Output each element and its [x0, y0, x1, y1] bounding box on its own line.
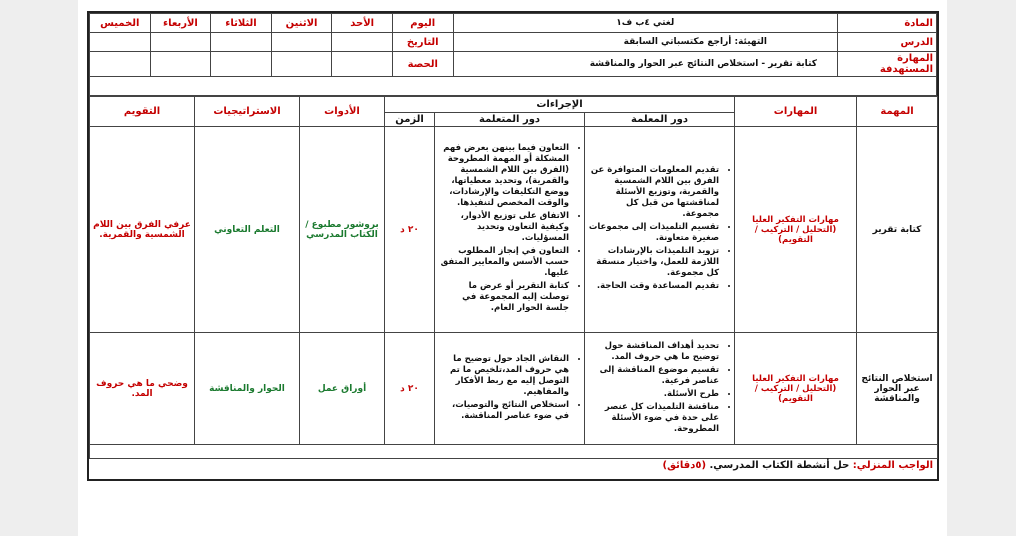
homework-duration: (٥دقائق) [662, 460, 707, 471]
row1-task: كتابة تقرير [857, 127, 938, 333]
col-procedures: الإجراءات [385, 97, 735, 113]
table-row [90, 333, 938, 445]
row2-tools: أوراق عمل [300, 333, 385, 445]
table-row [90, 127, 938, 333]
list-item: • تحديد أهداف المناقشة حول توضيح ما هي حروف المد. [588, 341, 719, 363]
period-cell [271, 52, 332, 77]
subject-value: لغتي ٤ب ف١ [453, 14, 837, 33]
lesson-header-table [89, 13, 937, 96]
list-item: • تقسيم موضوع المناقشة إلى عناصر فرعية. [588, 365, 719, 387]
day-tuesday: الثلاثاء [211, 14, 272, 33]
row1-student-role [435, 127, 585, 333]
spacer-row [90, 445, 938, 459]
homework-label: الواجب المنزلي: [852, 460, 933, 471]
row2-task: استخلاص النتائج عبر الحوار والمناقشة [857, 333, 938, 445]
list-item: • تقديم المساعدة وقت الحاجة. [588, 281, 719, 292]
col-evaluation: التقويم [90, 97, 195, 127]
list-item: • التعاون في إنجاز المطلوب حسب الأسس والمعايير المتفق عليها. [438, 246, 569, 279]
col-skills: المهارات [735, 97, 857, 127]
list-item: • التعاون فيما بينهن بعرض فهم المشكلة أو المهمة المطروحة (الفرق بين اللام الشمسية والقمرية)، وتحديد معطياتها، ووضع التكليفات والإرشادات، والوقت المخصص لتنفيذها. [438, 143, 569, 209]
date-label: التاريخ [392, 33, 453, 52]
col-teacher-role: دور المعلمة [585, 113, 735, 127]
list-item: • تقديم المعلومات المتوافرة عن الفرق بين اللام الشمسية والقمرية، وتوزيع الأسئلة لمناقشتها من قبل كل مجموعة. [588, 165, 719, 220]
list-item: • تزويد التلميذات بالإرشادات اللازمة للعمل، واختيار منسقة كل مجموعة. [588, 246, 719, 279]
day-wednesday: الأربعاء [150, 14, 211, 33]
procedures-table [89, 96, 938, 459]
period-cell [150, 52, 211, 77]
date-cell [150, 33, 211, 52]
row2-student-role [435, 333, 585, 445]
list-item: • الاتفاق على توزيع الأدوار، وكيفية التعاون وتحديد المسؤليات. [438, 211, 569, 244]
day-label: اليوم [392, 14, 453, 33]
list-item: • كتابة التقرير أو عرض ما توصلت إليه المجموعة في جلسة الحوار العام. [438, 281, 569, 314]
day-thursday: الخميس [90, 14, 151, 33]
row1-evaluation: عرفي الفرق بين اللام الشمسية والقمرية. [90, 127, 195, 333]
period-cell [332, 52, 393, 77]
list-item: • تقسيم التلميذات إلى مجموعات صغيرة متعاونة. [588, 222, 719, 244]
row1-teacher-role [585, 127, 735, 333]
row1-tools: بروشور مطبوع / الكتاب المدرسي [300, 127, 385, 333]
list-item: • مناقشة التلميذات كل عنصر على حدة في ضوء الأسئلة المطروحة. [588, 402, 719, 435]
date-cell [332, 33, 393, 52]
day-monday: الاثنين [271, 14, 332, 33]
day-sunday: الأحد [332, 14, 393, 33]
row2-skills: مهارات التفكير العليا (التحليل / التركيب / التقويم) [735, 333, 857, 445]
lesson-value: التهيئة: أراجع مكتسباتي السابقة [453, 33, 837, 52]
list-item: • طرح الأسئلة. [588, 389, 719, 400]
period-cell [90, 52, 151, 77]
document-page [78, 0, 947, 536]
spacer-row [90, 77, 937, 96]
date-cell [211, 33, 272, 52]
target-skill-value: كتابة تقرير - استخلاص النتائج عبر الحوار والمناقشة [453, 52, 837, 77]
row2-teacher-role [585, 333, 735, 445]
target-skill-label: المهارة المستهدفة [837, 52, 936, 77]
date-cell [90, 33, 151, 52]
row1-strategy: التعلم التعاوني [195, 127, 300, 333]
row2-strategy: الحوار والمناقشة [195, 333, 300, 445]
col-task: المهمة [857, 97, 938, 127]
period-cell [211, 52, 272, 77]
col-strategies: الاستراتيجيات [195, 97, 300, 127]
period-label: الحصة [392, 52, 453, 77]
homework-line [87, 460, 939, 471]
homework-text: حل أنشطة الكتاب المدرسي. [709, 460, 850, 471]
row2-evaluation: وضحي ما هي حروف المد. [90, 333, 195, 445]
col-time: الزمن [385, 113, 435, 127]
row2-time: ٢٠ د [385, 333, 435, 445]
date-cell [271, 33, 332, 52]
col-tools: الأدوات [300, 97, 385, 127]
lesson-plan-frame [87, 11, 939, 481]
row1-skills: مهارات التفكير العليا (التحليل / التركيب / التقويم) [735, 127, 857, 333]
list-item: • النقاش الجاد حول توضيح ما هي حروف المد،تلخيص ما تم التوصل إليه مع ربط الأفكار والمفاهيم. [438, 354, 569, 398]
list-item: • استخلاص النتائج والتوصيات، في ضوء عناصر المناقشة. [438, 400, 569, 422]
row1-time: ٢٠ د [385, 127, 435, 333]
subject-label: المادة [837, 14, 936, 33]
lesson-label: الدرس [837, 33, 936, 52]
col-student-role: دور المتعلمة [435, 113, 585, 127]
